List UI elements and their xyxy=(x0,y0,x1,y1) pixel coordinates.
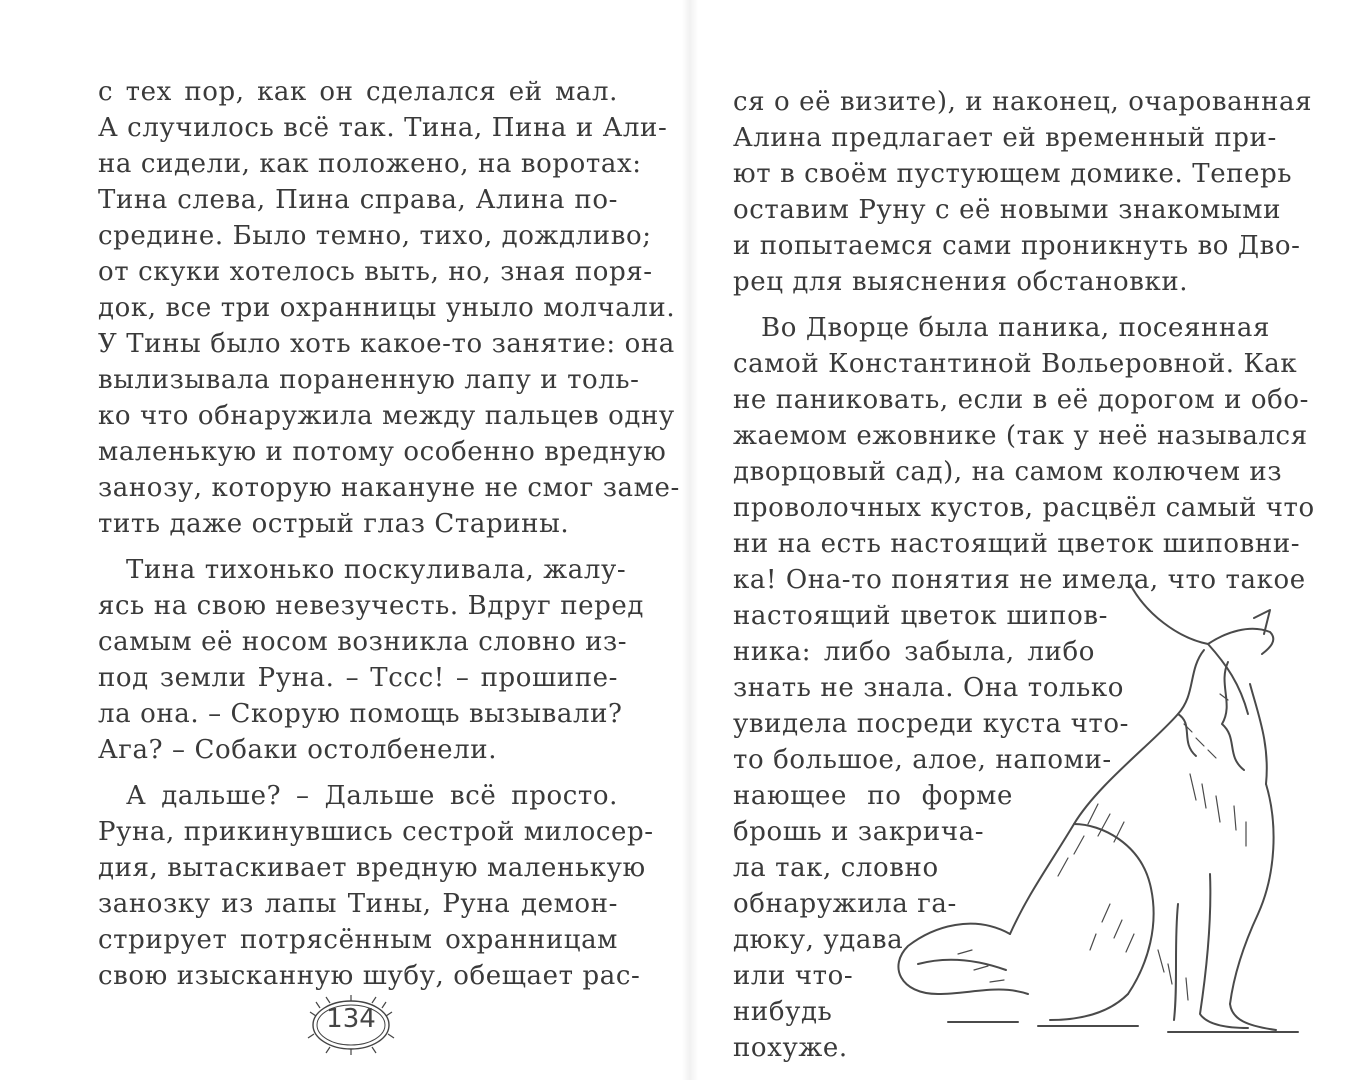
text-line: ла так, словно xyxy=(733,853,939,883)
text-line: или что- xyxy=(733,961,854,991)
text-line: Алина предлагает ей временный при- xyxy=(733,123,1277,153)
text-line: А случилось всё так. Тина, Пина и Али- xyxy=(98,113,668,143)
text-line: оставим Руну с её новыми знакомыми xyxy=(733,195,1282,225)
paragraph-first-line: Тина тихонько поскуливала, жалу- xyxy=(126,555,627,585)
text-line: маленькую и потому особенно вредную xyxy=(98,437,667,467)
text-line: похуже. xyxy=(733,1033,848,1063)
text-line: дюку, удава xyxy=(733,925,904,955)
wolf-illustration xyxy=(878,574,1318,1044)
paragraph-first-line: Во Дворце была паника, посеянная xyxy=(761,313,1270,343)
text-line: занозку из лапы Тины, Руна демон- xyxy=(98,889,618,919)
text-line: брошь и закрича- xyxy=(733,817,985,847)
text-line: ла она. – Скорую помощь вызывали? xyxy=(98,699,623,729)
text-line: ка! Она-то понятия не имела, что такое xyxy=(733,565,1306,595)
text-line: ся о её визите), и наконец, очарованная xyxy=(733,87,1313,117)
text-line: ют в своём пустующем домике. Теперь xyxy=(733,159,1293,189)
text-line: свою изысканную шубу, обещает рас- xyxy=(98,961,641,991)
text-line: дворцовый сад), на самом колючем из xyxy=(733,457,1283,487)
text-line: ко что обнаружила между пальцев одну xyxy=(98,401,675,431)
text-line: от скуки хотелось выть, но, зная поря- xyxy=(98,257,653,287)
text-line: средине. Было темно, тихо, дождливо; xyxy=(98,221,652,251)
text-line: вылизывала пораненную лапу и толь- xyxy=(98,365,640,395)
text-line: не паниковать, если в её дорогом и обо- xyxy=(733,385,1310,415)
text-line: самой Константиной Вольеровной. Как xyxy=(733,349,1298,379)
page-number-text: 134 xyxy=(326,1004,376,1034)
text-line: с тех пор, как он сделался ей мал. xyxy=(98,77,618,107)
text-line: Тина слева, Пина справа, Алина по- xyxy=(98,185,618,215)
text-line: У Тины было хоть какое-то занятие: она xyxy=(98,329,675,359)
text-line: настоящий цветок шипов- xyxy=(733,601,1108,631)
text-line: тить даже острый глаз Старины. xyxy=(98,509,570,539)
text-line: самым её носом возникла словно из- xyxy=(98,627,628,657)
text-line: увидела посреди куста что- xyxy=(733,709,1129,739)
text-line: на сидели, как положено, на воротах: xyxy=(98,149,642,179)
text-line: жаемом ежовнике (так у неё назывался xyxy=(733,421,1308,451)
text-line: и попытаемся сами проникнуть во Дво- xyxy=(733,231,1301,261)
text-line: нибудь xyxy=(733,997,833,1027)
text-line: проволочных кустов, расцвёл самый что xyxy=(733,493,1315,523)
text-line: ника: либо забыла, либо xyxy=(733,637,1095,667)
text-line: ясь на свою невезучесть. Вдруг перед xyxy=(98,591,644,621)
text-line: под земли Руна. – Тссс! – прошипе- xyxy=(98,663,618,693)
text-line: стрирует потрясённым охранницам xyxy=(98,925,618,955)
paragraph-first-line: А дальше? – Дальше всё просто. xyxy=(126,781,618,811)
text-line: занозу, которую накануне не смог заме- xyxy=(98,473,680,503)
text-line: Руна, прикинувшись сестрой милосер- xyxy=(98,817,654,847)
page-number xyxy=(306,994,396,1056)
text-line: Ага? – Собаки остолбенели. xyxy=(98,735,498,765)
text-line: дия, вытаскивает вредную маленькую xyxy=(98,853,646,883)
text-line: нающее по форме xyxy=(733,781,1013,811)
text-line: знать не знала. Она только xyxy=(733,673,1124,703)
text-line: ни на есть настоящий цветок шиповни- xyxy=(733,529,1301,559)
text-line: рец для выяснения обстановки. xyxy=(733,267,1189,297)
text-line: док, все три охранницы уныло молчали. xyxy=(98,293,676,323)
text-line: обнаружила га- xyxy=(733,889,957,919)
text-line: то большое, алое, напоми- xyxy=(733,745,1112,775)
